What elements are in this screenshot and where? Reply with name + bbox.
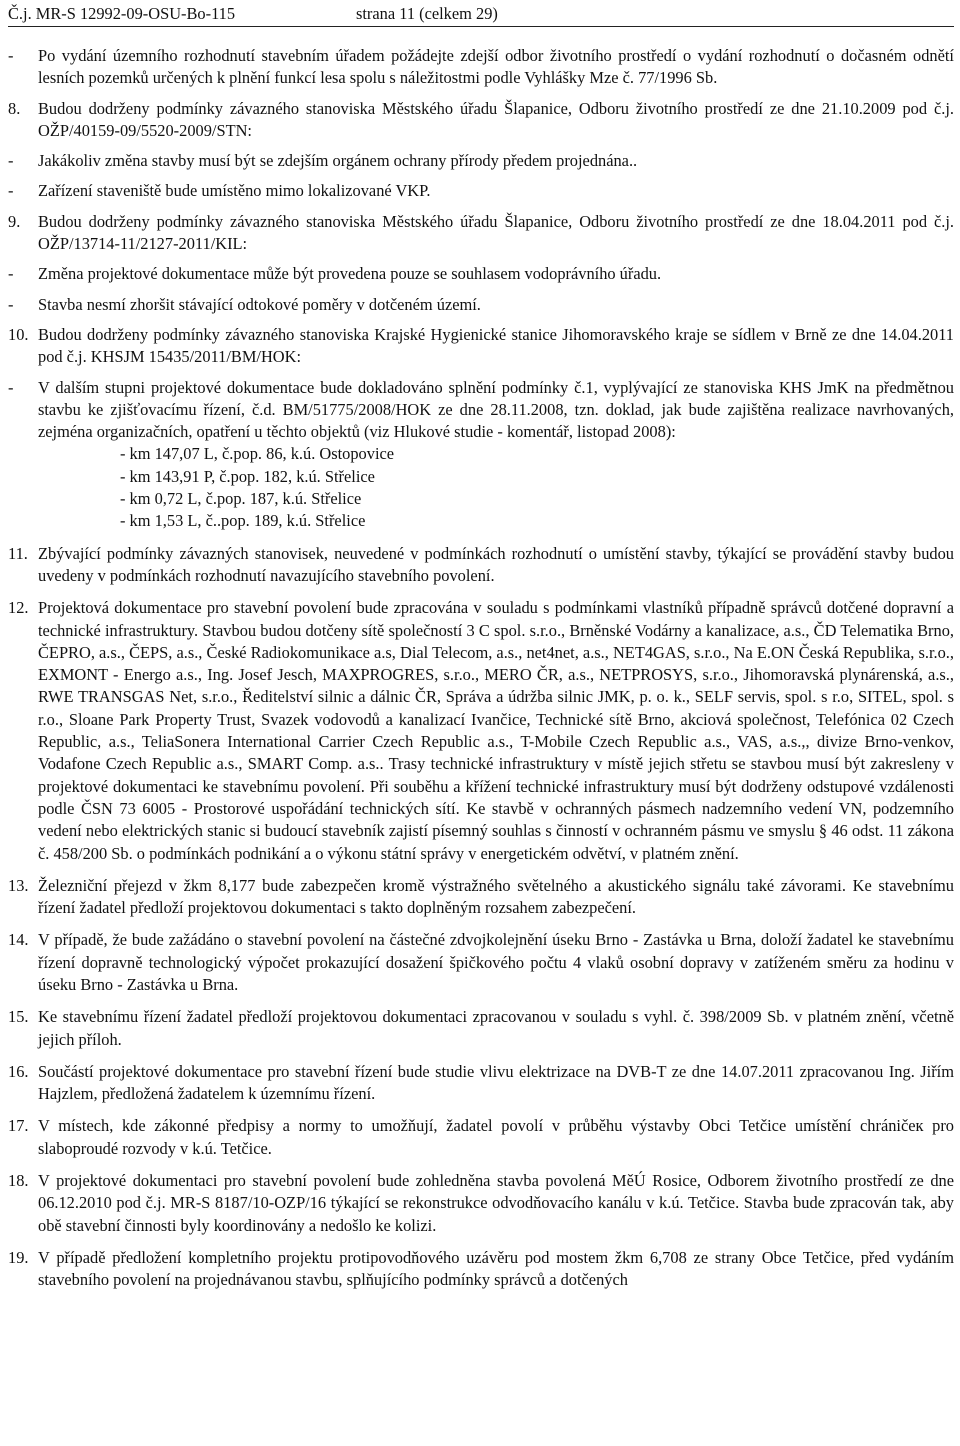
paragraph: Budou dodrženy podmínky závazného stanoviska Krajské Hygienické stanice Jihomoravského kraje se sídlem v Brně ze dne 14.04.2011 pod č.j. KHSJM 15435/2011/BM/HOK:: [38, 324, 954, 367]
item-number: 15.: [8, 1007, 29, 1027]
numbered-item-16: [8, 1061, 954, 1106]
item-number: 12.: [8, 598, 29, 618]
paragraph: Budou dodrženy podmínky závazného stanoviska Městského úřadu Šlapanice, Odboru životního prostředí ze dne 18.04.2011 pod č.j. OŽP/13714-11/2127-2011/KIL:: [38, 211, 954, 254]
paragraph: Změna projektové dokumentace může být provedena pouze se souhlasem vodoprávního úřadu.: [38, 264, 662, 284]
paragraph: V projektové dokumentaci pro stavební povolení bude zohledněna stavba povolená MěÚ Rosice, Odborem životního prostředí ze dne 06.12.2010 pod č.j. MR-S 8187/10-OZP/16 týkající se rekonstrukce odvodňovacího kanálu v k.ú. Tetčice. Stavba bude zpracován tak, aby obě stavební činnosti byly koordinovány a nedošlo ke kolizi.: [38, 1171, 954, 1235]
numbered-item-13: [8, 875, 954, 920]
paragraph: V místech, kde zákonné předpisy a normy to umožňují, žadatel povolí v průběhu výstavby Obci Tetčice umístění chráničeк pro slaboproudé rozvody v k.ú. Tetčice.: [38, 1116, 954, 1158]
list-item: - km 0,72 L, č.pop. 187, k.ú. Střelice: [120, 489, 362, 509]
paragraph: Po vydání územního rozhodnutí stavebním úřadem požádejte zdejší odbor životního prostředí o vydání rozhodnutí o dočasném odnětí lesních pozemků určených k plnění funkcí lesa spolu s náležitostmi podle Vyhlášky Mze č. 77/1996 Sb.: [38, 46, 954, 88]
list-item: - km 143,91 P, č.pop. 182, k.ú. Střelice: [120, 466, 375, 486]
item-number: 14.: [8, 930, 29, 950]
list-item: - Změna projektové dokumentace může být provedena pouze se souhlasem vodoprávního úřadu.: [8, 263, 954, 285]
item-number: 9.: [8, 211, 21, 231]
paragraph: Projektová dokumentace pro stavební povolení bude zpracována v souladu s podmínkami vlastníků případně správců dotčené dopravní a technické infrastruktury. Stavbou budou dotčeny sítě společností 3 C spol. s.r.o., Brněnské Vodárny a kanalizace, a.s., ČD Telematika Brno, ČEPRO, a.s., ČEPS, a.s., České Radiokomunikace a.s, Dial Telecom, a.s., net4net, a.s., NET4GAS, s.r.o., Na E.ON Česká Republika, s.r.o., EXMONT - Energo a.s., Ing. Josef Jesch, MAXPROGRES, s.r.o., MERO ČR, a.s., NETPROSYS, s.r.o., Jihomoravská plynárenská, a.s., RWE TRANSGAS Net, s.r.o., Ředitelství silnic a dálnic ČR, Správa a údržba silnic JMK, p. o. k., SELF servis, spol. s r.o, SITEL, spol. s r.o., Sloane Park Property Trust, Svazek vodovodů a kanalizací Ivančice, Technické sítě Brno, akciová společnost, Telefónica 02 Czech Republic, a.s., TeliaSonera International Carrier Czech Republic a.s., T-Mobile Czech Republic a.s., VAS, a.s.,, divize Brno-venkov, Vodafone Czech Republic a.s., SMART Comp. a.s.. Trasy technické infrastruktury v místě jejich střetu se stavbou musí být zakresleny v projektové dokumentaci ke stavebnímu povolení. Při souběhu a křížení technické infrastruktury musí být dodrženy odstupové vzdálenosti podle ČSN 73 6005 - Prostorové uspořádání technických sítí. Ke stavbě v ochranných pásmech nadzemního vedení VN, podzemního vedení nebo elektrických stanic si budoucí stavebník zajistí písemný souhlas s činností v ochranném pásmu ve smyslu § 46 odst. 11 zákona č. 458/200 Sb. o podmínkách podnikání a o výkonu státní správy v energetickém odvětví, v platném znění.: [38, 598, 954, 863]
numbered-item-9: [8, 211, 954, 256]
item-number: 10.: [8, 324, 29, 344]
list-item: - Zařízení staveniště bude umístěno mimo lokalizované VKP.: [8, 180, 954, 202]
list-item: - Jakákoliv změna stavby musí být se zdejším orgánem ochrany přírody předem projednána..: [8, 150, 954, 172]
paragraph: Součástí projektové dokumentace pro stavební řízení bude studie vlivu elektrizace na DVB-T ze dne 14.07.2011 zpracovanou Ing. Jiřím Hajzlem, předložená žadatelem k územnímu řízení.: [38, 1061, 954, 1104]
paragraph: Železniční přejezd v žkm 8,177 bude zabezpečen kromě výstražného světelného a akustického signálu také závorami. Ke stavebnímu řízení žadatel předloží projektovou dokumentaci s takto doplněným rozsahem zabezpečení.: [38, 875, 954, 918]
km-list: [8, 443, 954, 532]
item-number: 8.: [8, 98, 21, 118]
numbered-item-8: [8, 98, 954, 143]
item-number: 17.: [8, 1116, 29, 1136]
numbered-item-19: [8, 1247, 954, 1292]
list-item: - V dalším stupni projektové dokumentace bude dokladováno splnění podmínky č.1, vyplývající ze stanoviska KHS JmK na předmětnou stavbu ke zjišťovacímu řízení, č.d. BM/51775/2008/HOK ze dne 28.11.2008, tzn. doklad, jak bude zajištěna realizace navrhovaných, zejména organizačních, opatření u těchto objektů (viz Hlukové studie - komentář, listopad 2008):: [8, 377, 954, 444]
numbered-item-18: [8, 1170, 954, 1237]
document-reference: Č.j. MR-S 12992-09-OSU-Bo-115: [8, 4, 236, 23]
page-header: [8, 3, 498, 25]
paragraph: Jakákoliv změna stavby musí být se zdejším orgánem ochrany přírody předem projednána..: [38, 151, 638, 171]
dash-marker: -: [8, 46, 14, 65]
list-item: - km 147,07 L, č.pop. 86, k.ú. Ostopovice: [120, 444, 395, 464]
paragraph: V případě předložení kompletního projektu protipovodňového uzávěru pod mostem žkm 6,708 ze strany Obce Tetčice, před vydáním stavebního povolení na projednávanou stavbu, splňujícího podmínky správců a dotčených: [38, 1247, 954, 1290]
numbered-item-17: [8, 1115, 954, 1160]
paragraph: Zařízení staveniště bude umístěno mimo lokalizované VKP.: [38, 181, 431, 201]
numbered-item-12: [8, 597, 954, 865]
paragraph: Ke stavebnímu řízení žadatel předloží projektovou dokumentaci zpracovanou v souladu s vyhl. č. 398/2009 Sb. v platném znění, včetně jejich příloh.: [38, 1007, 954, 1049]
item-number: 16.: [8, 1061, 29, 1081]
numbered-item-15: [8, 1006, 954, 1051]
list-item: - km 1,53 L, č..pop. 189, k.ú. Střelice: [120, 511, 366, 531]
paragraph: Zbývající podmínky závazných stanovisek, neuvedené v podmínkách rozhodnutí o umístění stavby, týkající se provádění stavby budou uvedeny v podmínkách rozhodnutí navazujícího stavebního povolení.: [38, 543, 954, 585]
item-number: 13.: [8, 875, 29, 895]
item-number: 18.: [8, 1171, 29, 1191]
paragraph: Budou dodrženy podmínky závazného stanoviska Městského úřadu Šlapanice, Odboru životního prostředí ze dne 21.10.2009 pod č.j. OŽP/40159-09/5520-2009/STN:: [38, 98, 954, 140]
paragraph: Stavba nesmí zhoršit stávající odtokové poměry v dotčeném území.: [38, 294, 481, 314]
list-item: - Stavba nesmí zhoršit stávající odtokové poměry v dotčeném území.: [8, 294, 954, 316]
document-body: [8, 45, 954, 1292]
numbered-item-14: [8, 929, 954, 996]
list-item: [8, 45, 954, 90]
item-number: 19.: [8, 1247, 29, 1267]
paragraph: V dalším stupni projektové dokumentace bude dokladováno splnění podmínky č.1, vyplývající ze stanoviska KHS JmK na předmětnou stavbu ke zjišťovacímu řízení, č.d. BM/51775/2008/HOK ze dne 28.11.2008, tzn. doklad, jak bude zajištěna realizace navrhovaných, zejména organizačních, opatření u těchto objektů (viz Hlukové studie - komentář, listopad 2008):: [38, 377, 954, 442]
page-number: strana 11 (celkem 29): [356, 4, 498, 23]
item-number: 11.: [8, 543, 28, 563]
numbered-item-10: [8, 324, 954, 369]
paragraph: V případě, že bude zažádáno o stavební povolení na částečné zdvojkolejnění úseku Brno - Zastávka u Brna, doloží žadatel ke stavebnímu řízení dopravně technologický výpočet prokazující dosažení špičkového počtu 4 vlaků osobní dopravy v zatíženém směru za hodinu v úseku Brno - Zastávka u Brna.: [38, 930, 954, 994]
numbered-item-11: [8, 543, 954, 588]
header-rule: [8, 26, 954, 27]
